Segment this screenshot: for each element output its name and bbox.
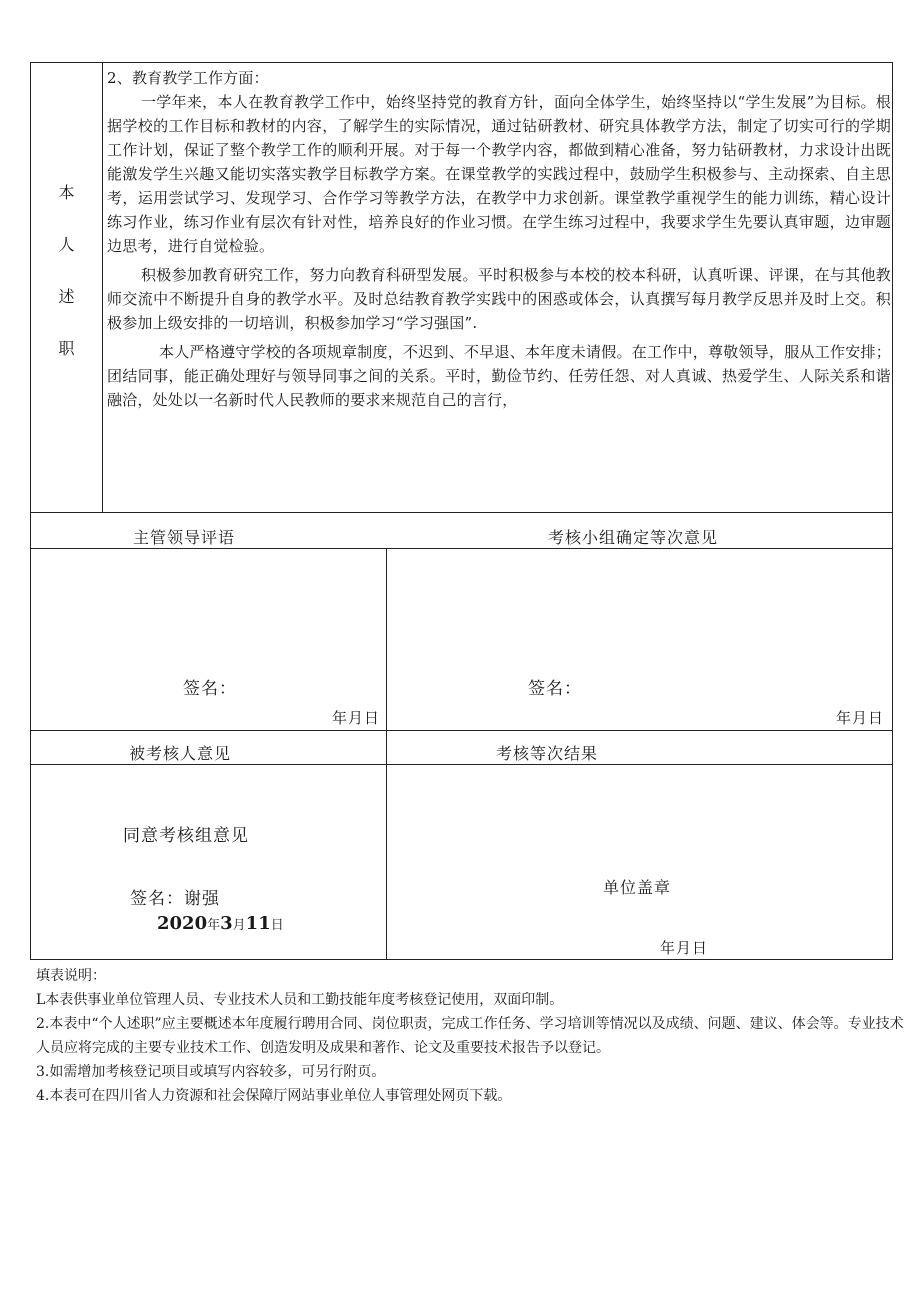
note-item: L本表供事业单位管理人员、专业技术人员和工勤技能年度考核登记使用，双面印制。 [36,992,564,1008]
side-char: 本 [58,183,75,202]
row-divider-headers-1 [30,548,893,549]
row-divider-headers-2 [30,764,893,765]
statement-label-divider [102,62,103,512]
note-item: 2.本表中“个人述职”应主要概述本年度履行聘用合同、岗位职责，完成工作任务、学习培训等情况以及成绩、问题、建议、体会等。专业技术人员应将完成的主要专业技术工作、创造发明及成果和著作、论文及重要技术报告予以登记。 [36,1016,904,1056]
date-month: 3 [220,913,233,934]
fill-instructions [36,964,906,1108]
examinee-opinion: 同意考核组意见 [123,826,249,846]
row-divider-statement [30,512,893,513]
statement-heading: 2、教育教学工作方面： [107,69,269,87]
statement-paragraph: 本人严格遵守学校的各项规章制度，不迟到、不早退、本年度未请假。在工作中，尊敬领导，服从工作安排；团结同事，能正确处理好与领导同事之间的关系。平时，勤俭节约、任劳任怨、对人真诚、热爱学生、人际关系和谐融洽，处处以一名新时代人民教师的要求来规范自己的言行， [107,343,891,409]
note-item: 3.如需增加考核登记项目或填写内容较多，可另行附页。 [36,1064,386,1080]
examinee-date [157,913,284,934]
leader-comment-title: 主管领导评语 [133,528,236,547]
side-char: 述 [58,287,75,306]
group-date-label: 年月日 [836,709,885,727]
note-item: 4.本表可在四川省人力资源和社会保障厅网站事业单位人事管理处网页下载。 [36,1088,512,1104]
result-seal: 单位盖章 [603,878,672,897]
date-month-unit: 月 [232,918,246,933]
examinee-sign: 签名：谢强 [130,889,220,909]
leader-sign-label: 签名： [183,679,237,699]
result-title: 考核等次结果 [496,744,599,763]
group-sign-label: 签名： [528,679,582,699]
row-divider-section-2 [30,730,893,731]
result-date-label: 年月日 [660,939,709,957]
statement-body [107,66,891,412]
date-day-unit: 日 [270,918,284,933]
column-divider [386,548,387,960]
date-day: 11 [245,913,271,934]
date-year-unit: 年 [207,918,221,933]
side-char: 人 [58,235,75,254]
group-opinion-title: 考核小组确定等次意见 [548,528,719,547]
notes-title: 填表说明： [36,968,106,984]
statement-paragraph: 一学年来，本人在教育教学工作中，始终坚持党的教育方针，面向全体学生，始终坚持以“学生发展”为目标。根据学校的工作目标和教材的内容，了解学生的实际情况，通过钻研教材、研究具体教学方法，制定了切实可行的学期工作计划，保证了整个教学工作的顺利开展。对于每一个教学内容，都做到精心准备，努力钻研教材，力求设计出既能激发学生兴趣又能切实落实教学目标教学方案。在课堂教学的实践过程中，鼓励学生积极参与、主动探索、自主思考，运用尝试学习、发现学习、合作学习等教学方法，在教学中力求创新。课堂教学重视学生的能力训练，精心设计练习作业，练习作业有层次有针对性，培养良好的作业习惯。在学生练习过程中，我要求学生先要认真审题，边审题边思考，进行自觉检验。 [107,93,891,255]
date-year: 2020 [157,913,208,934]
examinee-title: 被考核人意见 [129,744,232,763]
statement-paragraph: 积极参加教育研究工作，努力向教育科研型发展。平时积极参与本校的校本科研，认真听课、评课，在与其他教师交流中不断提升自身的教学水平。及时总结教育教学实践中的困惑或体会，认真撰写每月教学反思并及时上交。积极参加上级安排的一切培训，积极参加学习“学习强国”. [107,266,891,332]
side-char: 职 [58,339,75,358]
leader-date-label: 年月日 [332,709,381,727]
statement-side-label [31,185,102,393]
